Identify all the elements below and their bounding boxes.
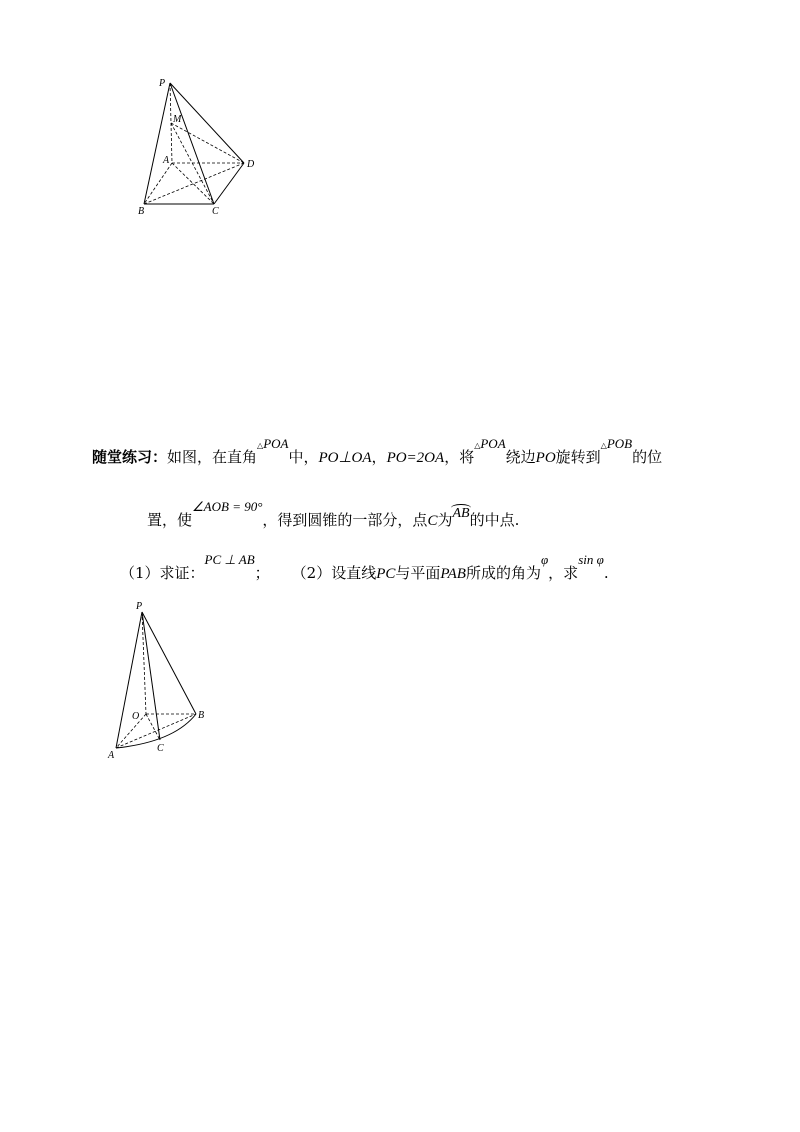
label-P: P [159, 78, 166, 89]
label-P: P [136, 601, 143, 612]
label-C: C [212, 206, 219, 217]
text: 的位 [632, 448, 663, 466]
segment-OA [116, 714, 146, 748]
edge-PC [170, 83, 214, 204]
label-B: B [138, 206, 145, 217]
math-c: C [427, 513, 438, 529]
exercise-line-2 [147, 499, 520, 530]
segment-AB [116, 714, 196, 748]
segment-MC [171, 123, 214, 204]
question-2-label: （2）设直线 [291, 564, 377, 582]
edge-PC [142, 612, 160, 740]
math-phi: φ [540, 552, 549, 567]
exercise-line-1 [92, 436, 663, 467]
pyramid-figure [130, 75, 270, 225]
label-A: A [108, 750, 115, 761]
text: ，求 [548, 564, 579, 582]
label-C: C [157, 743, 164, 754]
cone-figure [100, 598, 220, 766]
text: ，得到圆锥的一部分，点 [262, 511, 428, 529]
math-tri-pob: POB [606, 436, 633, 451]
label-A: A [163, 155, 170, 166]
triangle-icon: △ [600, 441, 607, 450]
math-sin-phi: sin φ [578, 552, 604, 567]
math-cond2: PO=2OA [386, 450, 445, 466]
text: 置，使 [147, 511, 193, 529]
text: ，将 [444, 448, 475, 466]
math-cond1: PO⊥OA [318, 450, 372, 466]
math-angle: ∠AOB = 90° [192, 499, 263, 514]
triangle-icon: △ [257, 441, 264, 450]
text: ， [371, 448, 387, 466]
math-tri-poa: POA [263, 436, 289, 451]
text: 如图，在直角 [167, 448, 258, 466]
text: 与平面 [395, 564, 441, 582]
text: 绕边 [505, 448, 536, 466]
edge-PA [116, 612, 142, 748]
math-pab: PAB [440, 566, 466, 582]
math-arc-ab: AB [452, 506, 470, 521]
label-M: M [173, 114, 182, 125]
question-1-label: （1）求证： [120, 564, 205, 582]
math-tri-poa-2: POA [480, 436, 506, 451]
text: 所成的角为 [465, 564, 541, 582]
triangle-icon: △ [474, 441, 481, 450]
text: 中， [288, 448, 319, 466]
exercise-heading: 随堂练习： [92, 448, 168, 466]
text: . [603, 564, 609, 582]
edge-PB [144, 83, 170, 204]
diagonal-AC [172, 163, 214, 204]
label-B: B [198, 710, 205, 721]
math-po: PO [535, 450, 556, 466]
label-D: D [247, 159, 255, 170]
arc-AB [116, 714, 196, 748]
text: ； [254, 564, 270, 582]
edge-PB [142, 612, 196, 714]
text: 旋转到 [555, 448, 601, 466]
math-pc-perp-ab: PC ⊥ AB [204, 552, 255, 567]
label-O: O [132, 711, 140, 722]
exercise-line-3 [120, 552, 609, 583]
text: 为 [437, 511, 453, 529]
text: 的中点. [469, 511, 520, 529]
math-pc: PC [376, 566, 396, 582]
